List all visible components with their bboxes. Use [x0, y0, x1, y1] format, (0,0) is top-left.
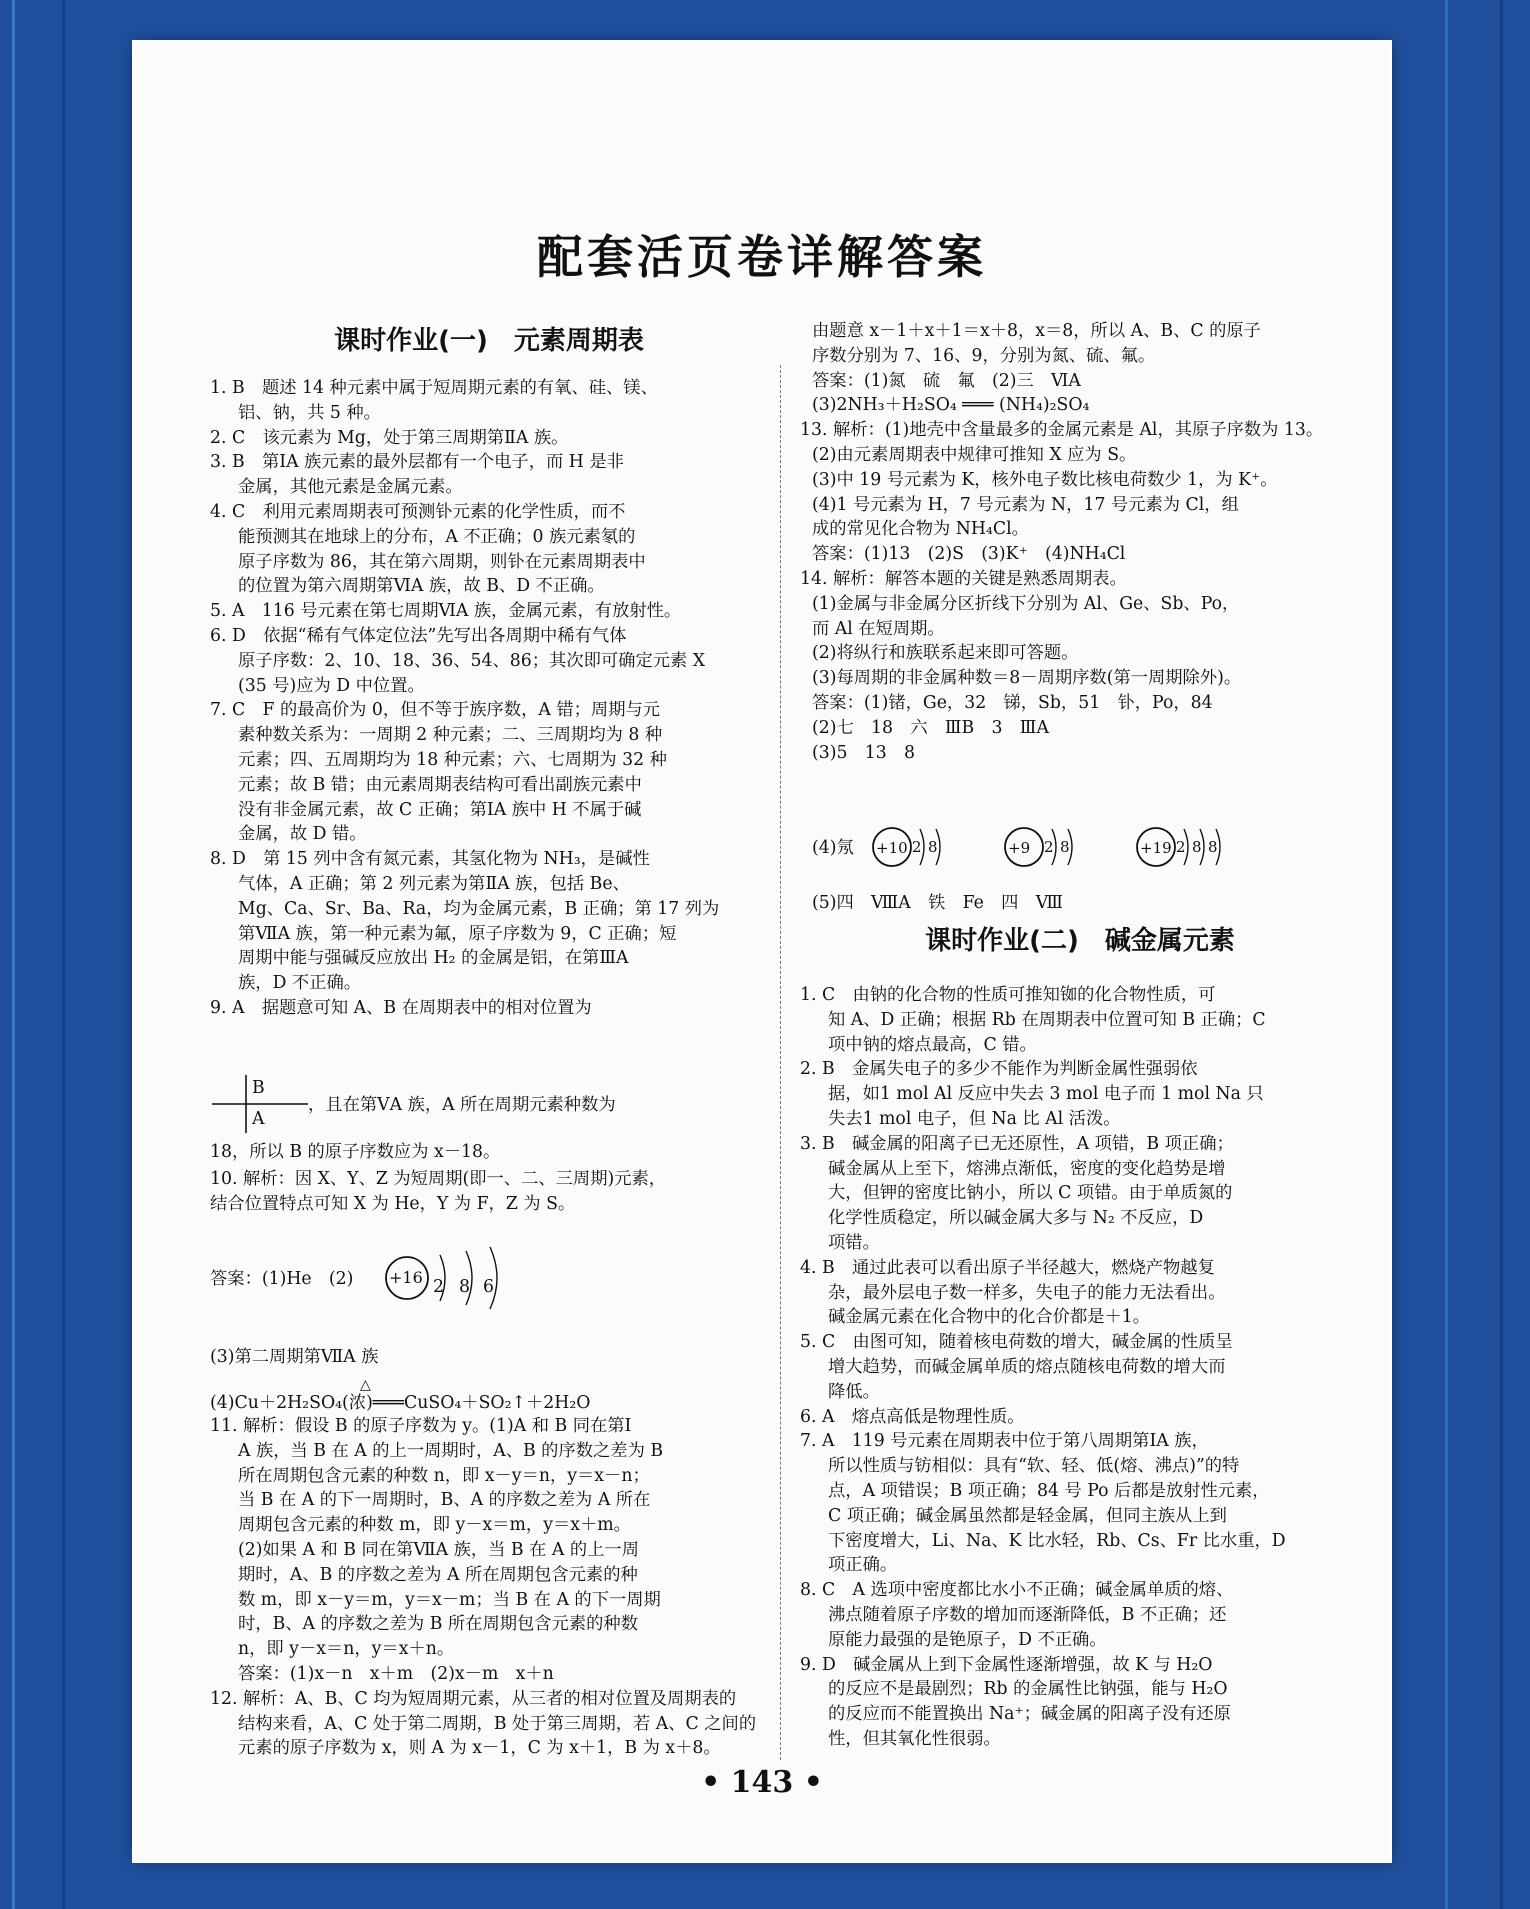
atom-shell-count: 8 [928, 838, 938, 856]
text-line: 5. C 由图可知，随着核电荷数的增大，碱金属的性质呈 [800, 1332, 1233, 1353]
text-line: 杂，最外层电子数一样多，失电子的能力无法看出。 [828, 1282, 1226, 1303]
text-line: 答案：(1)锗，Ge，32 锑，Sb，51 钋，Po，84 [812, 693, 1213, 713]
q10-answer-prefix: 答案：(1)He (2) [210, 1269, 354, 1289]
sulfur-shell-1: 2 [433, 1277, 444, 1297]
section-title-1: 课时作业(一) 元素周期表 [334, 326, 644, 356]
text-line: 而 Al 在短周期。 [812, 618, 945, 639]
q10-line-3: (3)第二周期第ⅦA 族 [210, 1347, 379, 1367]
text-line: (2)将纵行和族联系起来即可答题。 [812, 643, 1079, 664]
atom-diagram [1134, 815, 1230, 879]
text-line: 2. B 金属失电子的多少不能作为判断金属性强弱依 [800, 1059, 1198, 1080]
text-line: 所在周期包含元素的种数 n，即 x－y＝n，y＝x－n； [238, 1465, 650, 1486]
text-line: 8. C A 选项中密度都比水小不正确；碱金属单质的熔、 [800, 1580, 1234, 1601]
text-line: 原子序数为 86，其在第六周期，则钋在元素周期表中 [238, 551, 646, 572]
text-line: 没有非金属元素，故 C 正确；第ⅠA 族中 H 不属于碱 [238, 799, 642, 820]
atom-diagram [1002, 815, 1082, 879]
atom-shell-count: 8 [1208, 838, 1218, 856]
text-line: 增大趋势，而碱金属单质的熔点随核电荷数的增大而 [828, 1357, 1226, 1377]
text-line: 据，如1 mol Al 反应中失去 3 mol 电子而 1 mol Na 只 [828, 1084, 1264, 1105]
atom-shell-count: 8 [1192, 838, 1202, 856]
scan-border-stripe [1500, 0, 1503, 1909]
text-line: (2)由元素周期表中规律可推知 X 应为 S。 [812, 445, 1137, 465]
text-line: 3. B 第ⅠA 族元素的最外层都有一个电子，而 H 是非 [210, 452, 624, 473]
sulfur-nucleus: +16 [389, 1268, 423, 1287]
q9-grid-a: A [252, 1109, 265, 1129]
text-line: 1. B 题述 14 种元素中属于短周期元素的有氧、硅、镁、 [210, 378, 658, 398]
text-line: 金属，其他元素是金属元素。 [238, 477, 463, 498]
atom-nucleus: +10 [876, 839, 908, 857]
text-line: 失去1 mol 电子，但 Na 比 Al 活泼。 [828, 1109, 1121, 1129]
text-line: 7. A 119 号元素在周期表中位于第八周期第ⅠA 族， [800, 1431, 1209, 1452]
text-line: 气体，A 正确；第 2 列元素为第ⅡA 族，包括 Be、 [238, 874, 630, 894]
page-number: • 143 • [701, 1765, 823, 1800]
text-line: 项中钠的熔点最高，C 错。 [828, 1034, 1037, 1055]
text-line: 降低。 [828, 1381, 880, 1402]
q9-grid-b: B [252, 1078, 265, 1098]
text-line: A 族，当 B 在 A 的上一周期时，A、B 的序数之差为 B [238, 1440, 664, 1461]
text-line: 7. C F 的最高价为 0，但不等于族序数，A 错；周期与元 [210, 700, 661, 721]
text-line: 所以性质与钫相似：具有“软、轻、低(熔、沸点)”的特 [828, 1456, 1240, 1477]
text-line: (2)七 18 六 ⅢB 3 ⅢA [812, 717, 1049, 738]
text-line: C 项正确；碱金属虽然都是轻金属，但同主族从上到 [828, 1505, 1227, 1526]
text-line: 铝、钠，共 5 种。 [238, 402, 381, 423]
q14-atoms-prefix: (4)氖 [812, 838, 854, 858]
text-line: 第ⅦA 族，第一种元素为氟，原子序数为 9，C 正确；短 [238, 923, 677, 944]
text-line: 的反应而不能置换出 Na⁺；碱金属的阳离子没有还原 [828, 1704, 1231, 1725]
text-line: 4. C 利用元素周期表可预测钋元素的化学性质，而不 [210, 502, 626, 522]
heat-symbol: △ [360, 1377, 371, 1393]
text-line: (2)如果 A 和 B 同在第ⅦA 族，当 B 在 A 的上一周 [238, 1540, 639, 1560]
text-line: 成的常见化合物为 NH₄Cl。 [812, 519, 1029, 540]
text-line: 4. B 通过此表可以看出原子半径越大，燃烧产物越复 [800, 1257, 1215, 1278]
q10-line-1: 10. 解析：因 X、Y、Z 为短周期(即一、二、三周期)元素， [210, 1169, 667, 1189]
sulfur-shell-2: 8 [459, 1277, 470, 1297]
sulfur-atom-diagram [382, 1241, 512, 1321]
text-line: 6. D 依据“稀有气体定位法”先写出各周期中稀有气体 [210, 626, 627, 646]
text-line: 项正确。 [828, 1555, 898, 1576]
atom-shell-count: 2 [1044, 838, 1054, 856]
text-line: 化学性质稳定，所以碱金属大多与 N₂ 不反应，D [828, 1208, 1204, 1229]
text-line: 碱金属从上至下，熔沸点渐低，密度的变化趋势是增 [828, 1158, 1226, 1179]
document-page [135, 43, 1389, 1860]
text-line: 序数分别为 7、16、9，分别为氮、硫、氟。 [812, 345, 1156, 366]
text-line: 周期中能与强碱反应放出 H₂ 的金属是铝，在第ⅢA [238, 948, 629, 969]
text-line: 1. C 由钠的化合物的性质可推知铷的化合物性质，可 [800, 985, 1216, 1005]
atom-shell-count: 8 [1060, 838, 1070, 856]
text-line: 大，但钾的密度比钠小，所以 C 项错。由于单质氮的 [828, 1183, 1233, 1204]
text-line: 12. 解析：A、B、C 均为短周期元素，从三者的相对位置及周期表的 [210, 1688, 737, 1709]
text-line: 元素；四、五周期均为 18 种元素；六、七周期为 32 种 [238, 750, 667, 770]
text-line: 能预测其在地球上的分布，A 不正确；0 族元素氡的 [238, 526, 636, 547]
text-line: (35 号)应为 D 中位置。 [238, 675, 425, 696]
text-line: n，即 y－x＝n，y＝x＋n。 [238, 1639, 455, 1660]
section-title-2: 课时作业(二) 碱金属元素 [925, 926, 1235, 956]
text-line: 9. D 碱金属从上到下金属性逐渐增强，故 K 与 H₂O [800, 1654, 1213, 1675]
q9-position-grid [210, 1073, 310, 1135]
column-divider [780, 365, 781, 1760]
text-line: 5. A 116 号元素在第七周期ⅥA 族，金属元素，有放射性。 [210, 601, 682, 622]
text-line: 的反应不是最剧烈；Rb 的金属性比钠强，能与 H₂O [828, 1679, 1228, 1700]
text-line: 数 m，即 x－y＝m，y＝x－m；当 B 在 A 的下一周期 [238, 1589, 661, 1610]
text-line: 原子序数：2、10、18、36、54、86；其次即可确定元素 X [238, 650, 706, 671]
text-line: 原能力最强的是铯原子，D 不正确。 [828, 1629, 1107, 1650]
text-line: 由题意 x－1＋x＋1＝x＋8，x＝8，所以 A、B、C 的原子 [812, 321, 1261, 341]
text-line: 元素；故 B 错；由元素周期表结构可看出副族元素中 [238, 774, 642, 795]
text-line: 11. 解析：假设 B 的原子序数为 y。(1)A 和 B 同在第Ⅰ [210, 1416, 632, 1436]
text-line: 碱金属元素在化合物中的化合价都是＋1。 [828, 1307, 1151, 1328]
text-line: 族，D 不正确。 [238, 973, 362, 994]
atom-structure-row [870, 815, 1290, 879]
text-line: 当 B 在 A 的下一周期时，B、A 的序数之差为 A 所在 [238, 1490, 651, 1511]
text-line: 时，B、A 的序数之差为 B 所在周期包含元素的种数 [238, 1614, 638, 1635]
q10-line-4: (4)Cu＋2H₂SO₄(浓)═══CuSO₄＋SO₂↑＋2H₂O [210, 1393, 591, 1413]
text-line: 6. A 熔点高低是物理性质。 [800, 1406, 1025, 1427]
scan-border-stripe [12, 0, 15, 1909]
text-line: 答案：(1)氮 硫 氟 (2)三 ⅥA [812, 370, 1081, 391]
text-line: (3)中 19 号元素为 K，核外电子数比核电荷数少 1，为 K⁺。 [812, 469, 1278, 490]
q9-continuation: ，且在第ⅤA 族，A 所在周期元素种数为 [308, 1095, 616, 1115]
q14-part-5: (5)四 ⅧA 铁 Fe 四 Ⅷ [812, 893, 1063, 913]
text-line: Mg、Ca、Sr、Ba、Ra，均为金属元素，B 正确；第 17 列为 [238, 898, 720, 919]
text-line: 期时，A、B 的序数之差为 A 所在周期包含元素的种 [238, 1564, 638, 1585]
atom-nucleus: +19 [1140, 839, 1172, 857]
text-line: 答案：(1)13 (2)S (3)K⁺ (4)NH₄Cl [812, 544, 1126, 565]
atom-shell-count: 2 [912, 838, 922, 856]
text-line: (1)金属与非金属分区折线下分别为 Al、Ge、Sb、Po， [812, 593, 1240, 614]
text-line: 沸点随着原子序数的增加而逐渐降低，B 不正确；还 [828, 1605, 1227, 1625]
text-line: 下密度增大，Li、Na、K 比水轻，Rb、Cs、Fr 比水重，D [828, 1530, 1286, 1551]
atom-nucleus: +9 [1008, 839, 1031, 857]
text-line: 知 A、D 正确；根据 Rb 在周期表中位置可知 B 正确；C [828, 1009, 1266, 1030]
atom-shell-count: 2 [1176, 838, 1186, 856]
text-line: 结构来看，A、C 处于第二周期，B 处于第三周期，若 A、C 之间的 [238, 1713, 757, 1734]
text-line: (3)5 13 8 [812, 742, 916, 763]
page-title: 配套活页卷详解答案 [537, 230, 987, 284]
text-line: 9. A 据题意可知 A、B 在周期表中的相对位置为 [210, 998, 592, 1018]
text-line: 素种数关系为：一周期 2 种元素；二、三周期均为 8 种 [238, 725, 663, 746]
text-line: 金属，故 D 错。 [238, 824, 367, 845]
text-line: 答案：(1)x－n x＋m (2)x－m x＋n [238, 1664, 554, 1684]
text-line: 周期包含元素的种数 m，即 y－x＝m，y＝x＋m。 [238, 1515, 631, 1536]
atom-diagram [870, 815, 950, 879]
text-line: 元素的原子序数为 x，则 A 为 x－1，C 为 x＋1，B 为 x＋8。 [238, 1738, 721, 1759]
q10-line-2: 结合位置特点可知 X 为 He，Y 为 F，Z 为 S。 [210, 1194, 576, 1214]
text-line: 14. 解析：解答本题的关键是熟悉周期表。 [800, 569, 1127, 589]
scan-border-stripe [62, 0, 65, 1909]
text-line: 13. 解析：(1)地壳中含量最多的金属元素是 Al，其原子序数为 13。 [800, 420, 1324, 441]
text-line: 点，A 项错误；B 项正确；84 号 Po 后都是放射性元素， [828, 1481, 1270, 1501]
sulfur-shell-3: 6 [483, 1277, 494, 1297]
text-line: (4)1 号元素为 H，7 号元素为 N，17 号元素为 Cl，组 [812, 494, 1239, 515]
text-line: 性，但其氧化性很弱。 [828, 1729, 1001, 1749]
text-line: 的位置为第六周期第ⅥA 族，故 B、D 不正确。 [238, 576, 605, 597]
q9-end: 18，所以 B 的原子序数应为 x－18。 [210, 1142, 501, 1162]
text-line: 2. C 该元素为 Mg，处于第三周期第ⅡA 族。 [210, 427, 569, 448]
text-line: (3)2NH₃＋H₂SO₄ ═══ (NH₄)₂SO₄ [812, 395, 1090, 416]
text-line: 项错。 [828, 1233, 880, 1253]
text-line: 3. B 碱金属的阳离子已无还原性，A 项错，B 项正确； [800, 1133, 1234, 1154]
scan-border-stripe [1445, 0, 1448, 1909]
text-line: (3)每周期的非金属种数＝8－周期序数(第一周期除外)。 [812, 668, 1242, 689]
text-line: 8. D 第 15 列中含有氮元素，其氢化物为 NH₃，是碱性 [210, 849, 650, 870]
